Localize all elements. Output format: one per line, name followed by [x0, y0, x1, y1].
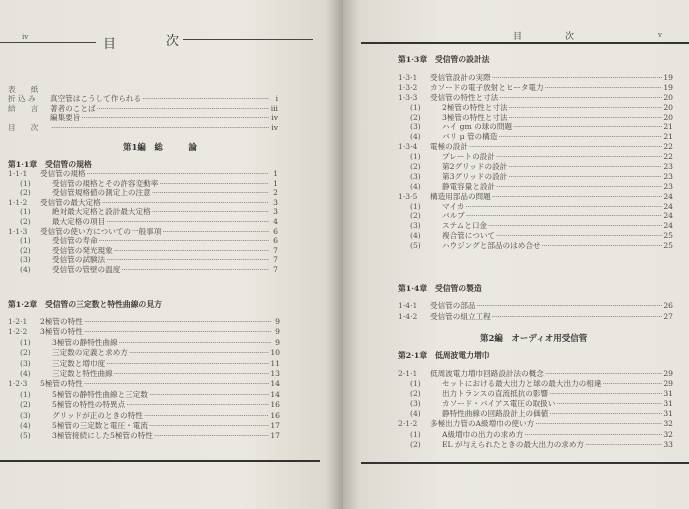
entry-title: 最大定格の項目: [52, 216, 106, 226]
entry-page: 31: [663, 389, 673, 399]
entry-number: (3): [20, 255, 31, 265]
entry-page: 9: [275, 327, 280, 337]
entry-title: グリッドが正のときの特性: [52, 410, 143, 420]
chapter-heading: 第1·1章 受信管の規格: [8, 160, 92, 169]
entry-page: 1: [273, 169, 278, 178]
entry-page: 29: [663, 369, 673, 378]
entry-number: (2): [20, 188, 31, 198]
toc-entry: [8, 216, 278, 226]
entry-title: カソード・バイアス電圧の取扱い: [442, 399, 556, 409]
entry-number: 1·3·1: [398, 73, 418, 82]
entry-title: 静特性曲線の回路設計上の価値: [442, 409, 549, 419]
entry-number: (2): [410, 389, 421, 399]
toc-entry: [398, 439, 673, 449]
leader-dots: [106, 359, 269, 368]
entry-number: (3): [20, 410, 31, 420]
right-page: [343, 0, 689, 509]
entry-page: iv: [271, 122, 278, 132]
leader-dots: [498, 132, 662, 141]
leader-dots: [465, 202, 662, 211]
entry-title: 受信管の発光現象: [52, 245, 113, 255]
entry-title: 電極の設計: [430, 142, 468, 152]
leader-dots: [545, 369, 662, 378]
toc-entry: [398, 181, 673, 191]
entry-title: 受信管の試験法: [52, 255, 106, 265]
toc-entry: [398, 210, 673, 220]
entry-number: (4): [410, 132, 421, 142]
leader-dots: [488, 221, 662, 230]
entry-number: 1·2·1: [8, 317, 28, 326]
toc-entry: [8, 235, 278, 245]
leader-dots: [142, 94, 269, 103]
front-title: 編集要旨: [50, 113, 81, 123]
front-matter-list: [8, 84, 278, 131]
entry-title: 三定数と増巾度: [52, 358, 106, 368]
leader-dots: [492, 312, 663, 321]
entry-page: 24: [663, 221, 673, 231]
toc-entry: [398, 220, 673, 230]
entry-title: 5極管の静特性曲線と三定数: [52, 389, 148, 399]
entry-number: (5): [410, 241, 421, 251]
entry-title: ハイ gm の球の問題: [442, 122, 513, 132]
entry-title: 出力トランスの直流抵抗の影響: [442, 389, 549, 399]
entry-number: (3): [410, 221, 421, 231]
leader-dots: [602, 379, 662, 388]
entry-title: 2極管の特性: [40, 317, 83, 326]
toc-entry: [8, 337, 280, 347]
entry-title: 5極管の特性: [40, 379, 83, 389]
leader-dots: [492, 192, 663, 201]
entry-page: 24: [663, 191, 673, 201]
leader-dots: [149, 390, 269, 399]
leader-dots: [524, 430, 662, 439]
entry-page: 17: [270, 431, 280, 441]
entry-page: 9: [275, 337, 280, 347]
leader-dots: [535, 419, 662, 428]
entry-number: (2): [410, 439, 421, 449]
entry-title: 受信管の最大定格: [40, 197, 101, 207]
toc-entry: [8, 389, 280, 399]
toc-entry: [8, 326, 280, 336]
leader-dots: [496, 182, 662, 191]
toc-entry: [398, 408, 673, 418]
entry-number: (1): [20, 389, 31, 399]
entry-number: (1): [410, 201, 421, 211]
front-matter-entry: [8, 122, 278, 131]
entry-title: 静電容量と設計: [442, 181, 496, 191]
toc-entry: [398, 230, 673, 240]
toc-entry: [398, 121, 673, 131]
toc-entry: [8, 206, 278, 216]
entry-page: 16: [270, 400, 280, 410]
entry-title: 低周波電力増巾回路設計法の概念: [430, 369, 544, 378]
entry-page: 17: [270, 420, 280, 430]
leader-dots: [84, 317, 271, 326]
entry-title: 受信管の部品: [430, 301, 476, 310]
toc-entry: [8, 187, 278, 197]
front-label: 目 次: [8, 122, 39, 132]
toc-entry: [398, 388, 673, 398]
entry-page: 11: [270, 358, 280, 368]
entry-page: iv: [271, 113, 278, 123]
entry-number: 2·1·1: [398, 369, 418, 378]
entry-title: 複合管について: [442, 231, 496, 241]
toc-entry: [398, 131, 673, 141]
toc-entry: [398, 240, 673, 250]
entry-title: 三定数の定義と求め方: [52, 348, 128, 358]
leader-dots: [99, 236, 269, 245]
entry-number: (1): [20, 178, 31, 188]
entry-title: カソードの電子放射とヒータ電力: [430, 82, 544, 92]
leader-dots: [509, 103, 663, 112]
entry-number: 1·1·3: [8, 226, 28, 236]
leader-dots: [162, 227, 269, 236]
front-matter-entry: [8, 93, 278, 102]
entry-page: 25: [663, 241, 673, 251]
toc-entry: [398, 201, 673, 211]
leader-dots: [492, 73, 663, 82]
entry-title: 3極管接続にした5極管の特性: [52, 431, 153, 441]
chapter-entries: [8, 168, 278, 274]
entry-number: (1): [410, 379, 421, 389]
entry-number: 1·2·3: [8, 379, 28, 389]
chapter-entries: [398, 300, 673, 321]
entry-page: 31: [663, 399, 673, 409]
toc-entry: [398, 151, 673, 161]
entry-number: (4): [20, 368, 31, 378]
entry-page: 32: [663, 419, 673, 429]
entry-number: (1): [20, 236, 31, 246]
toc-entry: [8, 358, 280, 368]
entry-number: (1): [20, 207, 31, 217]
toc-entry: [398, 112, 673, 122]
entry-number: (2): [410, 112, 421, 122]
entry-number: (2): [20, 216, 31, 226]
entry-title: ステムと口金: [442, 221, 488, 231]
entry-title: 受信管の管壁の温度: [52, 264, 121, 274]
entry-page: 13: [270, 368, 280, 378]
entry-title: 5極管の三定数と電圧・電流: [52, 420, 148, 430]
toc-entry: [8, 347, 280, 357]
entry-title: 5極管の特性の特異点: [52, 400, 126, 410]
leader-dots: [585, 440, 662, 449]
front-label: 結 言: [8, 103, 39, 113]
entry-title: 多極出力管のA級増巾の使い方: [430, 419, 535, 429]
entry-page: 10: [270, 348, 280, 358]
entry-page: iii: [270, 103, 278, 113]
entry-page: 23: [663, 162, 673, 172]
entry-title: バルブ: [442, 211, 465, 221]
entry-number: 1·2·2: [8, 327, 28, 337]
leader-dots: [126, 400, 269, 409]
leader-dots: [508, 172, 662, 181]
entry-page: 19: [663, 82, 673, 92]
leader-dots: [152, 207, 269, 216]
toc-title-b: 次: [565, 32, 575, 42]
toc-entry: [8, 316, 280, 326]
entry-page: 16: [270, 410, 280, 420]
leader-dots: [129, 348, 269, 357]
entry-page: 22: [663, 142, 673, 152]
page-folio: v: [658, 31, 662, 39]
toc-entry: [398, 92, 673, 102]
leader-dots: [121, 265, 269, 274]
entry-number: (2): [20, 348, 31, 358]
leader-dots: [106, 255, 269, 264]
entry-page: 19: [663, 73, 673, 82]
leader-dots: [149, 421, 269, 430]
entry-number: (2): [410, 211, 421, 221]
entry-number: (5): [20, 431, 31, 441]
chapter-entries: [8, 316, 280, 441]
entry-page: 7: [273, 245, 278, 255]
entry-page: 1: [273, 178, 278, 188]
leader-dots: [466, 211, 663, 220]
entry-page: 23: [663, 181, 673, 191]
entry-number: (4): [20, 420, 31, 430]
entry-page: 27: [663, 311, 673, 321]
entry-page: 3: [273, 197, 278, 207]
toc-entry: [398, 378, 673, 388]
entry-title: 受信管の組立工程: [430, 311, 491, 321]
leader-dots: [84, 379, 270, 388]
leader-dots: [152, 188, 269, 197]
entry-page: 29: [663, 379, 673, 389]
toc-title-a: 目: [513, 32, 523, 42]
front-label: 表 紙: [8, 85, 39, 94]
leader-dots: [556, 399, 662, 408]
toc-entry: [8, 197, 278, 207]
entry-page: 23: [663, 171, 673, 181]
front-matter-entry: [8, 103, 278, 112]
leader-dots: [51, 123, 269, 132]
toc-entry: [8, 410, 280, 420]
toc-entry: [8, 430, 280, 440]
entry-page: 14: [270, 379, 280, 389]
toc-entry: [8, 399, 280, 409]
entry-page: 7: [273, 255, 278, 265]
entry-title: 2極管の特性と寸法: [442, 102, 508, 112]
entry-title: 三定数と特性曲線: [52, 368, 113, 378]
leader-dots: [114, 246, 269, 255]
entry-title: 3極管の特性と寸法: [442, 112, 508, 122]
entry-page: i: [275, 94, 278, 104]
leader-dots: [508, 162, 662, 171]
part-heading: 第2編 オーディオ用受信管: [480, 334, 588, 344]
entry-page: 7: [273, 264, 278, 274]
toc-entry: [8, 168, 278, 178]
entry-page: 20: [663, 92, 673, 102]
toc-entry: [8, 264, 278, 274]
toc-entry: [398, 191, 673, 201]
part-heading: 第1編 総 論: [123, 143, 197, 153]
toc-entry: [398, 171, 673, 181]
toc-entry: [398, 102, 673, 112]
entry-number: (4): [20, 264, 31, 274]
front-matter-entry: [8, 84, 278, 93]
entry-number: (1): [410, 429, 421, 439]
entry-title: A級増巾の出力の求め方: [442, 429, 524, 439]
entry-page: 20: [663, 112, 673, 122]
entry-title: マイカ: [442, 201, 465, 211]
front-title: 真空管はこうして作られる: [50, 94, 142, 104]
toc-entry: [398, 300, 673, 311]
entry-title: 第2グリッドの設計: [442, 162, 508, 172]
leader-dots: [144, 411, 270, 420]
entry-page: 2: [273, 188, 278, 198]
chapter-heading: 第1·4章 受信管の製造: [398, 284, 482, 293]
leader-dots: [84, 327, 271, 336]
toc-title-b: 次: [166, 34, 180, 49]
leader-dots: [499, 93, 662, 102]
toc-entry: [398, 398, 673, 408]
entry-number: 1·4·1: [398, 301, 418, 310]
left-page: [0, 0, 343, 509]
leader-dots: [469, 142, 662, 151]
entry-page: 14: [270, 389, 280, 399]
entry-page: 33: [663, 439, 673, 449]
toc-entry: [8, 420, 280, 430]
leader-dots: [114, 369, 270, 378]
chapter-entries: [398, 368, 673, 449]
entry-page: 24: [663, 211, 673, 221]
entry-page: 4: [273, 216, 278, 226]
entry-number: (3): [20, 358, 31, 368]
toc-entry: [398, 368, 673, 378]
leader-dots: [81, 113, 269, 122]
toc-entry: [8, 378, 280, 388]
leader-dots: [97, 104, 269, 113]
entry-number: (4): [410, 231, 421, 241]
leader-dots: [477, 301, 663, 310]
entry-title: セットにおける最大出力と球の最大出力の相違: [442, 379, 602, 389]
entry-number: 1·1·2: [8, 197, 28, 207]
toc-entry: [398, 429, 673, 439]
entry-title: 受信管の特性と寸法: [430, 92, 499, 102]
leader-dots: [496, 231, 662, 240]
chapter-heading: 第1·3章 受信管の設計法: [398, 55, 490, 64]
leader-dots: [509, 113, 663, 122]
entry-number: 2·1·2: [398, 419, 418, 429]
entry-page: 22: [663, 152, 673, 162]
toc-entry: [398, 72, 673, 82]
entry-title: 受信管の規格: [40, 169, 86, 178]
leader-dots: [545, 83, 663, 92]
entry-page: 21: [663, 122, 673, 132]
toc-entry: [398, 82, 673, 92]
entry-number: (3): [410, 171, 421, 181]
front-title: 著者のことば: [50, 103, 96, 113]
entry-number: (3): [410, 399, 421, 409]
entry-number: (4): [410, 409, 421, 419]
chapter-heading: 第2·1章 低周波電力増巾: [398, 351, 490, 360]
entry-page: 25: [663, 231, 673, 241]
entry-number: (3): [410, 122, 421, 132]
entry-number: 1·3·4: [398, 142, 418, 152]
entry-page: 9: [275, 317, 280, 326]
entry-number: 1·3·2: [398, 82, 418, 92]
entry-page: 32: [663, 429, 673, 439]
entry-title: 3極管の特性: [40, 327, 83, 337]
leader-dots: [154, 431, 270, 440]
entry-page: 31: [663, 409, 673, 419]
leader-dots: [549, 409, 662, 418]
entry-number: (4): [410, 181, 421, 191]
entry-page: 6: [273, 226, 278, 236]
toc-entry: [398, 161, 673, 171]
entry-title: 受信管設計の実際: [430, 73, 491, 82]
leader-dots: [542, 241, 663, 250]
entry-title: ハウジングと部品のはめ合せ: [442, 241, 541, 251]
entry-title: EL が与えられたときの最大出力の求め方: [442, 439, 585, 449]
entry-page: 26: [663, 301, 673, 310]
entry-number: (1): [20, 337, 31, 347]
entry-page: 6: [273, 236, 278, 246]
entry-title: 構造用部品の問題: [430, 191, 491, 201]
entry-number: (1): [410, 152, 421, 162]
entry-title: 絶対最大定格と設計最大定格: [52, 207, 151, 217]
entry-number: 1·1·1: [8, 169, 28, 178]
chapter-heading: 第1·2章 受信管の三定数と特性曲線の見方: [8, 300, 162, 309]
leader-dots: [119, 338, 271, 347]
leader-dots: [513, 122, 662, 131]
entry-title: プレートの設計: [442, 152, 495, 162]
entry-title: 受信管の寿命: [52, 236, 98, 246]
entry-number: (2): [20, 245, 31, 255]
entry-title: 第3グリッドの設計: [442, 171, 508, 181]
entry-number: 1·4·2: [398, 311, 418, 321]
entry-number: 1·3·3: [398, 92, 418, 102]
leader-dots: [159, 179, 269, 188]
entry-number: (2): [20, 400, 31, 410]
entry-page: 20: [663, 102, 673, 112]
entry-page: 24: [663, 201, 673, 211]
toc-entry: [8, 254, 278, 264]
entry-title: 受信管の使い方についての一般事項: [40, 226, 162, 236]
entry-title: 受信管規格値の測定上の注意: [52, 188, 151, 198]
toc-entry: [8, 368, 280, 378]
toc-entry: [8, 245, 278, 255]
toc-title-a: 目: [103, 37, 117, 52]
toc-entry: [398, 141, 673, 151]
entry-number: (2): [410, 162, 421, 172]
toc-entry: [8, 178, 278, 188]
front-label: 折 込 み: [8, 94, 36, 104]
entry-title: バリ μ 管の構造: [442, 132, 498, 142]
toc-entry: [398, 311, 673, 322]
entry-page: 3: [273, 207, 278, 217]
chapter-entries: [398, 72, 673, 250]
toc-entry: [8, 226, 278, 236]
entry-title: 3極管の静特性曲線: [52, 337, 118, 347]
leader-dots: [496, 152, 662, 161]
entry-number: (1): [410, 102, 421, 112]
entry-number: 1·3·5: [398, 191, 418, 201]
page-folio: iv: [22, 33, 29, 41]
entry-title: 受信管の規格とその許容変動率: [52, 178, 159, 188]
toc-entry: [398, 418, 673, 428]
entry-page: 21: [663, 132, 673, 142]
leader-dots: [549, 389, 662, 398]
